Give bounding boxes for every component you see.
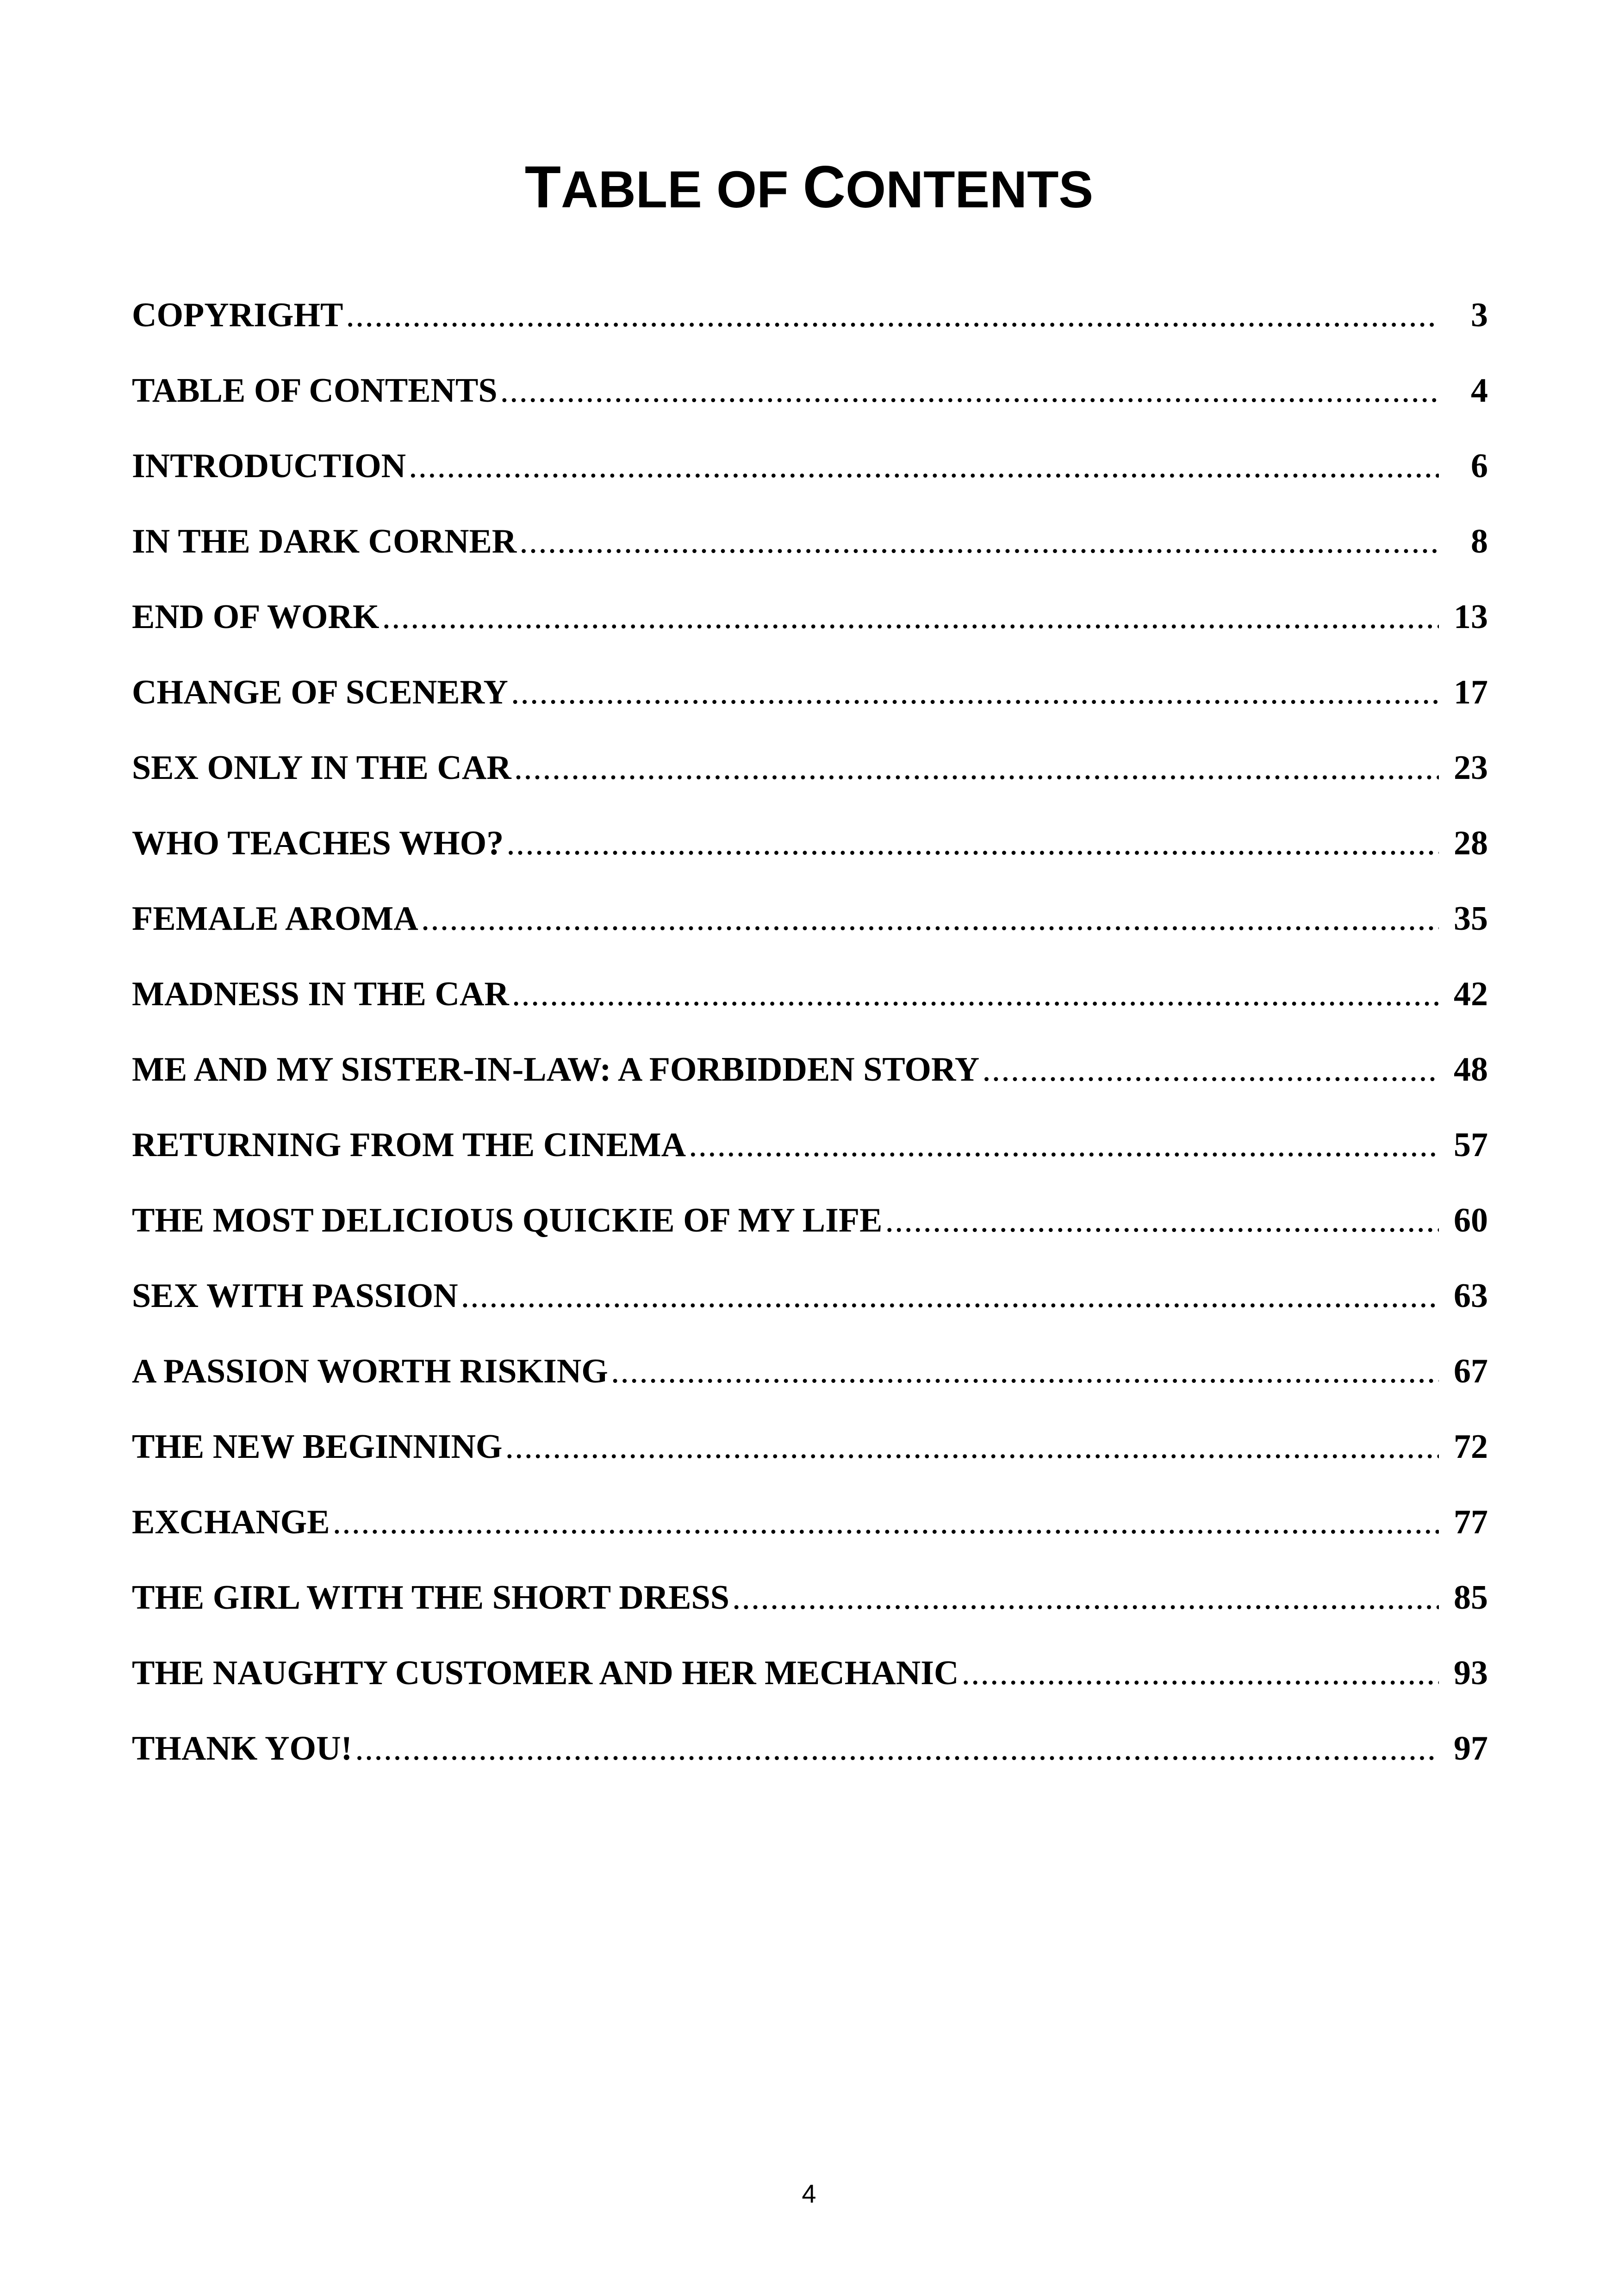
toc-dot-leader	[689, 1108, 1439, 1183]
toc-entry-label: CHANGE OF SCENERY	[132, 673, 508, 711]
toc-dot-leader	[519, 504, 1439, 579]
toc-dot-leader	[346, 278, 1439, 353]
toc-entry-label: RETURNING FROM THE CINEMA	[132, 1126, 686, 1164]
toc-entry-page: 85	[1454, 1579, 1488, 1617]
toc-entry-label: WHO TEACHES WHO?	[132, 824, 504, 862]
toc-entry-page: 93	[1454, 1654, 1488, 1692]
toc-dot-leader	[961, 1636, 1439, 1711]
toc-entry-the-naughty-customer[interactable]	[132, 1636, 1488, 1711]
toc-entry-label: THANK YOU!	[132, 1730, 353, 1767]
toc-dot-leader	[885, 1183, 1439, 1258]
toc-entry-label: COPYRIGHT	[132, 296, 343, 334]
toc-entry-female-aroma[interactable]	[132, 881, 1488, 957]
toc-entry-introduction[interactable]	[132, 429, 1488, 504]
page-title	[0, 150, 1618, 227]
toc-entry-returning-from-the-cinema[interactable]	[132, 1108, 1488, 1183]
toc-entry-page: 23	[1454, 749, 1488, 787]
toc-dot-leader	[506, 806, 1439, 881]
page-number: 4	[802, 2179, 816, 2208]
title-rest-ontents: ONTENTS	[846, 161, 1094, 219]
toc-entry-label: IN THE DARK CORNER	[132, 523, 517, 560]
toc-entry-page: 42	[1454, 975, 1488, 1013]
toc-entry-page: 60	[1454, 1201, 1488, 1239]
toc-dot-leader	[982, 1032, 1439, 1108]
toc-list	[132, 278, 1488, 1786]
toc-entry-thank-you[interactable]	[132, 1711, 1488, 1786]
title-initial-c: C	[803, 154, 846, 221]
toc-entry-a-passion-worth-risking[interactable]	[132, 1334, 1488, 1409]
toc-entry-end-of-work[interactable]	[132, 579, 1488, 655]
toc-entry-label: THE MOST DELICIOUS QUICKIE OF MY LIFE	[132, 1201, 883, 1239]
toc-entry-copyright[interactable]	[132, 278, 1488, 353]
toc-entry-who-teaches-who[interactable]	[132, 806, 1488, 881]
toc-dot-leader	[355, 1711, 1439, 1786]
toc-entry-page: 77	[1454, 1503, 1488, 1541]
toc-entry-page: 57	[1454, 1126, 1488, 1164]
toc-dot-leader	[732, 1560, 1439, 1636]
toc-entry-page: 4	[1471, 372, 1488, 410]
toc-dot-leader	[500, 353, 1439, 429]
toc-entry-the-most-delicious-quickie[interactable]	[132, 1183, 1488, 1258]
toc-entry-page: 72	[1454, 1428, 1488, 1466]
toc-dot-leader	[333, 1485, 1439, 1560]
toc-entry-label: THE NEW BEGINNING	[132, 1428, 503, 1466]
toc-entry-page: 48	[1454, 1051, 1488, 1089]
toc-entry-label: SEX ONLY IN THE CAR	[132, 749, 511, 787]
toc-entry-label: TABLE OF CONTENTS	[132, 372, 498, 410]
toc-entry-table-of-contents[interactable]	[132, 353, 1488, 429]
toc-entry-page: 63	[1454, 1277, 1488, 1315]
toc-entry-the-girl-with-the-short-dress[interactable]	[132, 1560, 1488, 1636]
toc-dot-leader	[511, 655, 1439, 730]
toc-entry-page: 35	[1454, 900, 1488, 938]
title-rest-able-of: ABLE OF	[560, 161, 803, 219]
toc-entry-page: 6	[1471, 447, 1488, 485]
toc-entry-label: INTRODUCTION	[132, 447, 406, 485]
toc-entry-page: 97	[1454, 1730, 1488, 1767]
toc-entry-sex-with-passion[interactable]	[132, 1258, 1488, 1334]
toc-entry-label: FEMALE AROMA	[132, 900, 418, 938]
toc-entry-sex-only-in-the-car[interactable]	[132, 730, 1488, 806]
title-initial-t: T	[524, 154, 561, 221]
toc-entry-page: 13	[1454, 598, 1488, 636]
toc-entry-label: MADNESS IN THE CAR	[132, 975, 509, 1013]
toc-dot-leader	[421, 881, 1439, 957]
toc-entry-madness-in-the-car[interactable]	[132, 957, 1488, 1032]
toc-entry-label: END OF WORK	[132, 598, 380, 636]
toc-dot-leader	[409, 429, 1439, 504]
toc-dot-leader	[514, 730, 1439, 806]
toc-entry-me-and-my-sister-in-law[interactable]	[132, 1032, 1488, 1108]
toc-entry-page: 17	[1454, 673, 1488, 711]
toc-entry-label: A PASSION WORTH RISKING	[132, 1352, 608, 1390]
toc-entry-page: 8	[1471, 523, 1488, 560]
toc-dot-leader	[611, 1334, 1439, 1409]
toc-entry-label: SEX WITH PASSION	[132, 1277, 458, 1315]
toc-entry-exchange[interactable]	[132, 1485, 1488, 1560]
toc-entry-label: THE NAUGHTY CUSTOMER AND HER MECHANIC	[132, 1654, 959, 1692]
toc-entry-page: 3	[1471, 296, 1488, 334]
toc-dot-leader	[505, 1409, 1439, 1485]
toc-entry-label: THE GIRL WITH THE SHORT DRESS	[132, 1579, 729, 1617]
toc-entry-the-new-beginning[interactable]	[132, 1409, 1488, 1485]
toc-entry-page: 28	[1454, 824, 1488, 862]
toc-dot-leader	[512, 957, 1439, 1032]
toc-entry-page: 67	[1454, 1352, 1488, 1390]
toc-entry-label: ME AND MY SISTER-IN-LAW: A FORBIDDEN STORY	[132, 1051, 980, 1089]
toc-dot-leader	[461, 1258, 1439, 1334]
toc-entry-in-the-dark-corner[interactable]	[132, 504, 1488, 579]
toc-entry-change-of-scenery[interactable]	[132, 655, 1488, 730]
toc-entry-label: EXCHANGE	[132, 1503, 330, 1541]
toc-dot-leader	[382, 579, 1439, 655]
